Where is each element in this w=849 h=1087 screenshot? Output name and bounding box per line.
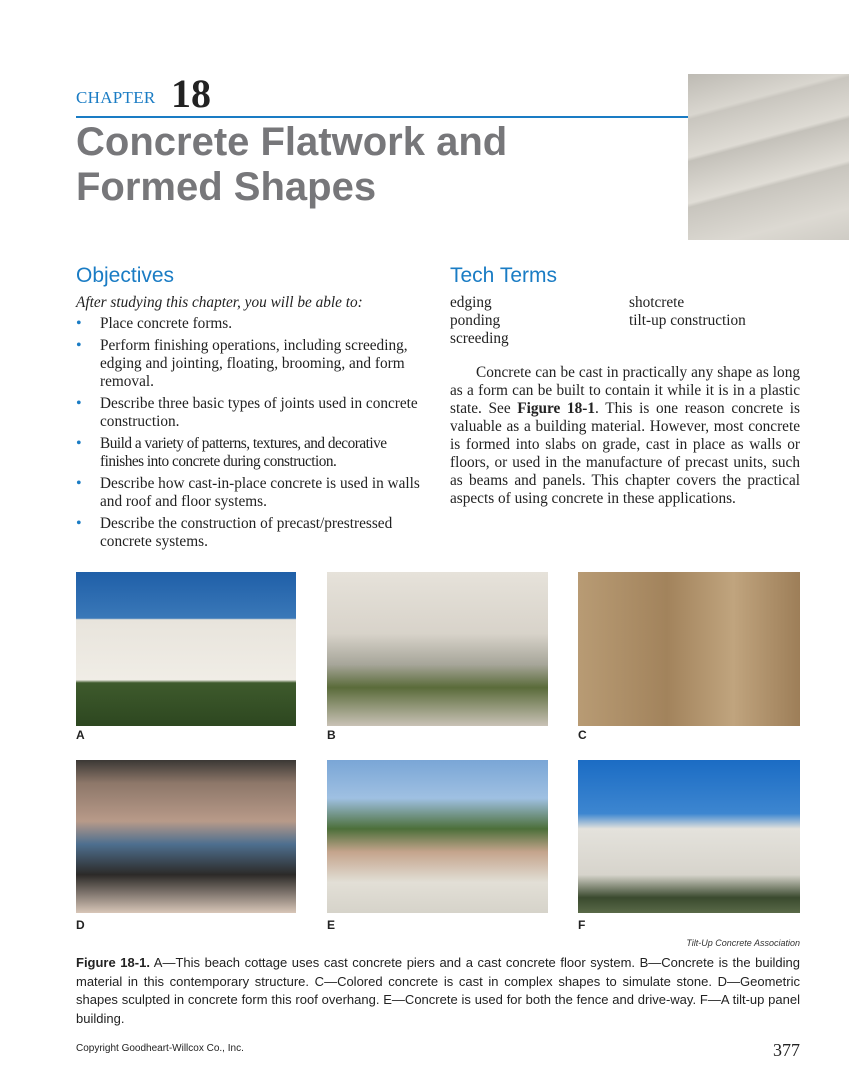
tech-term: shotcrete [629,294,685,311]
photo-b-contemporary-structure [327,572,548,726]
caption-label: Figure 18-1. [76,955,150,970]
objectives-heading: Objectives [76,264,175,287]
chapter-number: 18 [171,71,211,116]
figure-label-d: D [76,918,85,932]
intro-paragraph [450,364,800,508]
copyright: Copyright Goodheart-Willcox Co., Inc. [76,1043,244,1054]
figure-label-c: C [578,728,587,742]
photo-d-roof-overhang [76,760,296,913]
objectives-intro: After studying this chapter, you will be able to: [76,294,363,311]
photo-e-fence-driveway [327,760,548,913]
tech-terms-col2 [629,294,746,330]
figure-label-e: E [327,918,336,932]
tech-terms-heading: Tech Terms [450,264,557,287]
chapter-title: Concrete Flatwork and Formed Shapes [76,120,508,209]
objective-item: • Describe how cast-in-place concrete is used in walls and roof and floor systems. [76,475,426,511]
photo-credit: Tilt-Up Concrete Association [686,938,800,948]
photo-c-colored-concrete [578,572,800,726]
objectives-list [76,315,426,555]
header-rule [76,116,688,118]
figure-label-b: B [327,728,336,742]
caption-text: A—This beach cottage uses cast concrete piers and a cast concrete floor system. B—Concrete is the building material in this contemporary structure. C—Colored concrete is cast in complex shapes to simulate stone. D—Geometric shapes sculpted in concrete form this roof overhang. E—Concrete is used for both the fence and drive-way. F—A tilt-up panel building. [76,955,800,1026]
tech-term: tilt-up construction [629,312,746,329]
intro-text: . This is one reason concrete is valuable as a building material. However, most concrete is formed into slabs on grade, cast in place as walls or floors, or used in the manufacture of precast units, such as beams and panels. This chapter covers the practical aspects of using concrete in these applications. [450,400,801,507]
photo-f-tilt-up-building [578,760,800,913]
hero-photo-concrete-steps [688,74,849,240]
tech-terms-col1 [450,294,509,348]
tech-term: ponding [450,312,501,329]
figure-label-a: A [76,728,85,742]
objective-item: • Describe the construction of precast/prestressed concrete systems. [76,515,426,551]
chapter-label: CHAPTER [76,88,156,107]
tech-term: edging [450,294,492,311]
objective-item: • Describe three basic types of joints used in concrete construction. [76,395,426,431]
photo-a-beach-cottage [76,572,296,726]
objective-item: • Place concrete forms. [76,315,426,333]
objective-item: • Perform finishing operations, including screeding, edging and jointing, floating, brooming, and form removal. [76,337,426,391]
intro-text: Concrete can be cast in practically any shape as long as a form can be built to contain it while it is in a plastic state. See [450,364,800,417]
figure-label-f: F [578,918,586,932]
figure-reference: Figure 18-1 [517,400,596,417]
figure-caption [76,954,800,1028]
objective-item: • Build a variety of patterns, textures, and decorative finishes into concrete during construction. [76,435,426,471]
page-number: 377 [773,1040,800,1060]
tech-term: screeding [450,330,509,347]
